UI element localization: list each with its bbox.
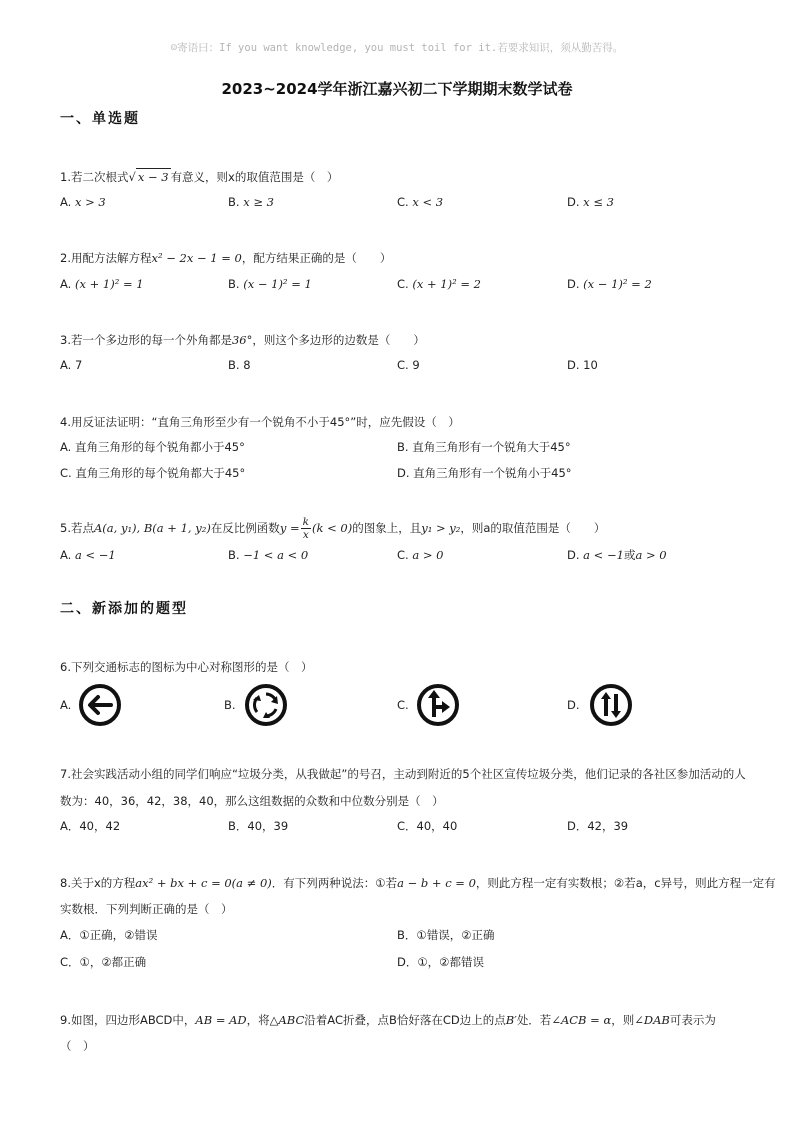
q4-option-d[interactable]: D. 直角三角形有一个锐角小于45° <box>397 466 572 480</box>
q2-option-b[interactable]: B. (x − 1)² = 1 <box>228 277 312 291</box>
q1-option-a[interactable]: A. x > 3 <box>60 195 106 209</box>
question-8-line-1: 8.关于x的方程ax² + bx + c = 0(a ≠ 0)．有下列两种说法：①若a − b + c = 0，则此方程一定有实数根；②若a，c异号，则此方程一定有 <box>60 876 776 890</box>
question-7-line-1: 7.社会实践活动小组的同学们响应“垃圾分类，从我做起”的号召，主动到附近的5个社区宣传垃圾分类，他们记录的各社区参加活动的人 <box>60 767 746 781</box>
section-heading-single-choice: 一、单选题 <box>60 111 140 127</box>
q8-option-b[interactable]: B．①错误，②正确 <box>397 928 495 942</box>
question-5: 5.若点A(a, y₁), B(a + 1, y₂)在反比例函数y = $\frac{k}{x}$ (k < 0)的图象上，且y₁ > y₂，则a的取值范围是（ ） <box>60 516 606 541</box>
fraction-k-over-x: $\frac{k}{x}$ <box>302 516 309 541</box>
q5-option-a[interactable]: A. a < −1 <box>60 548 116 562</box>
q7-option-a[interactable]: A．40，42 <box>60 819 121 833</box>
q3-option-a[interactable]: A. 7 <box>60 358 83 372</box>
left-arrow-sign-icon[interactable] <box>78 683 122 727</box>
page-title: 2023~2024学年浙江嘉兴初二下学期期末数学试卷 <box>221 80 573 98</box>
q4-option-a[interactable]: A. 直角三角形的每个锐角都小于45° <box>60 440 245 454</box>
question-3: 3.若一个多边形的每一个外角都是36°，则这个多边形的边数是（ ） <box>60 333 425 347</box>
q5-option-c[interactable]: C. a > 0 <box>397 548 444 562</box>
q1-option-d[interactable]: D. x ≤ 3 <box>567 195 614 209</box>
q8-option-d[interactable]: D．①，②都错误 <box>397 955 484 969</box>
question-9-line-2: （ ） <box>60 1039 95 1053</box>
page-motto: ☺寄语曰：If you want knowledge, you must toil for it.若要求知识，须从勤苦得。 <box>170 42 624 54</box>
question-9-line-1: 9.如图，四边形ABCD中，AB = AD，将△ABC沿着AC折叠，点B恰好落在CD边上的点B′处．若∠ACB = α，则∠DAB可表示为 <box>60 1013 716 1027</box>
q2-option-a[interactable]: A. (x + 1)² = 1 <box>60 277 144 291</box>
q4-option-b[interactable]: B. 直角三角形有一个锐角大于45° <box>397 440 571 454</box>
section-heading-new-types: 二、新添加的题型 <box>60 601 188 617</box>
q6-option-c[interactable]: C. <box>397 698 409 712</box>
question-2: 2.用配方法解方程x² − 2x − 1 = 0，配方结果正确的是（ ） <box>60 251 392 265</box>
question-7-line-2: 数为：40，36，42，38，40，那么这组数据的众数和中位数分别是（ ） <box>60 794 444 808</box>
q3-option-b[interactable]: B. 8 <box>228 358 251 372</box>
q6-option-a[interactable]: A. <box>60 698 72 712</box>
q3-option-c[interactable]: C. 9 <box>397 358 420 372</box>
q7-option-d[interactable]: D．42，39 <box>567 819 629 833</box>
q6-option-b[interactable]: B. <box>224 698 236 712</box>
q1-option-c[interactable]: C. x < 3 <box>397 195 444 209</box>
q4-option-c[interactable]: C. 直角三角形的每个锐角都大于45° <box>60 466 246 480</box>
radicand: x − 3 <box>137 170 169 184</box>
q2-option-d[interactable]: D. (x − 1)² = 2 <box>567 277 652 291</box>
q8-option-a[interactable]: A．①正确，②错误 <box>60 928 158 942</box>
question-1: 1.若二次根式√ x − 3 有意义，则x的取值范围是（ ） <box>60 170 339 184</box>
question-8-line-2: 实数根．下列判断正确的是（ ） <box>60 902 233 916</box>
two-way-traffic-sign-icon[interactable] <box>589 683 633 727</box>
roundabout-sign-icon[interactable] <box>244 683 288 727</box>
q8-option-c[interactable]: C．①，②都正确 <box>60 955 147 969</box>
q5-option-d[interactable]: D. a < −1或a > 0 <box>567 548 667 562</box>
q7-option-c[interactable]: C．40，40 <box>397 819 458 833</box>
q2-option-c[interactable]: C. (x + 1)² = 2 <box>397 277 481 291</box>
q6-option-d[interactable]: D. <box>567 698 580 712</box>
q1-option-b[interactable]: B. x ≥ 3 <box>228 195 274 209</box>
question-6: 6.下列交通标志的图标为中心对称图形的是（ ） <box>60 660 313 674</box>
q5-option-b[interactable]: B. −1 < a < 0 <box>228 548 309 562</box>
q7-option-b[interactable]: B．40，39 <box>228 819 289 833</box>
q3-option-d[interactable]: D. 10 <box>567 358 598 372</box>
straight-or-right-sign-icon[interactable] <box>416 683 460 727</box>
question-4: 4.用反证法证明：“直角三角形至少有一个锐角不小于45°”时，应先假设（ ） <box>60 415 460 429</box>
